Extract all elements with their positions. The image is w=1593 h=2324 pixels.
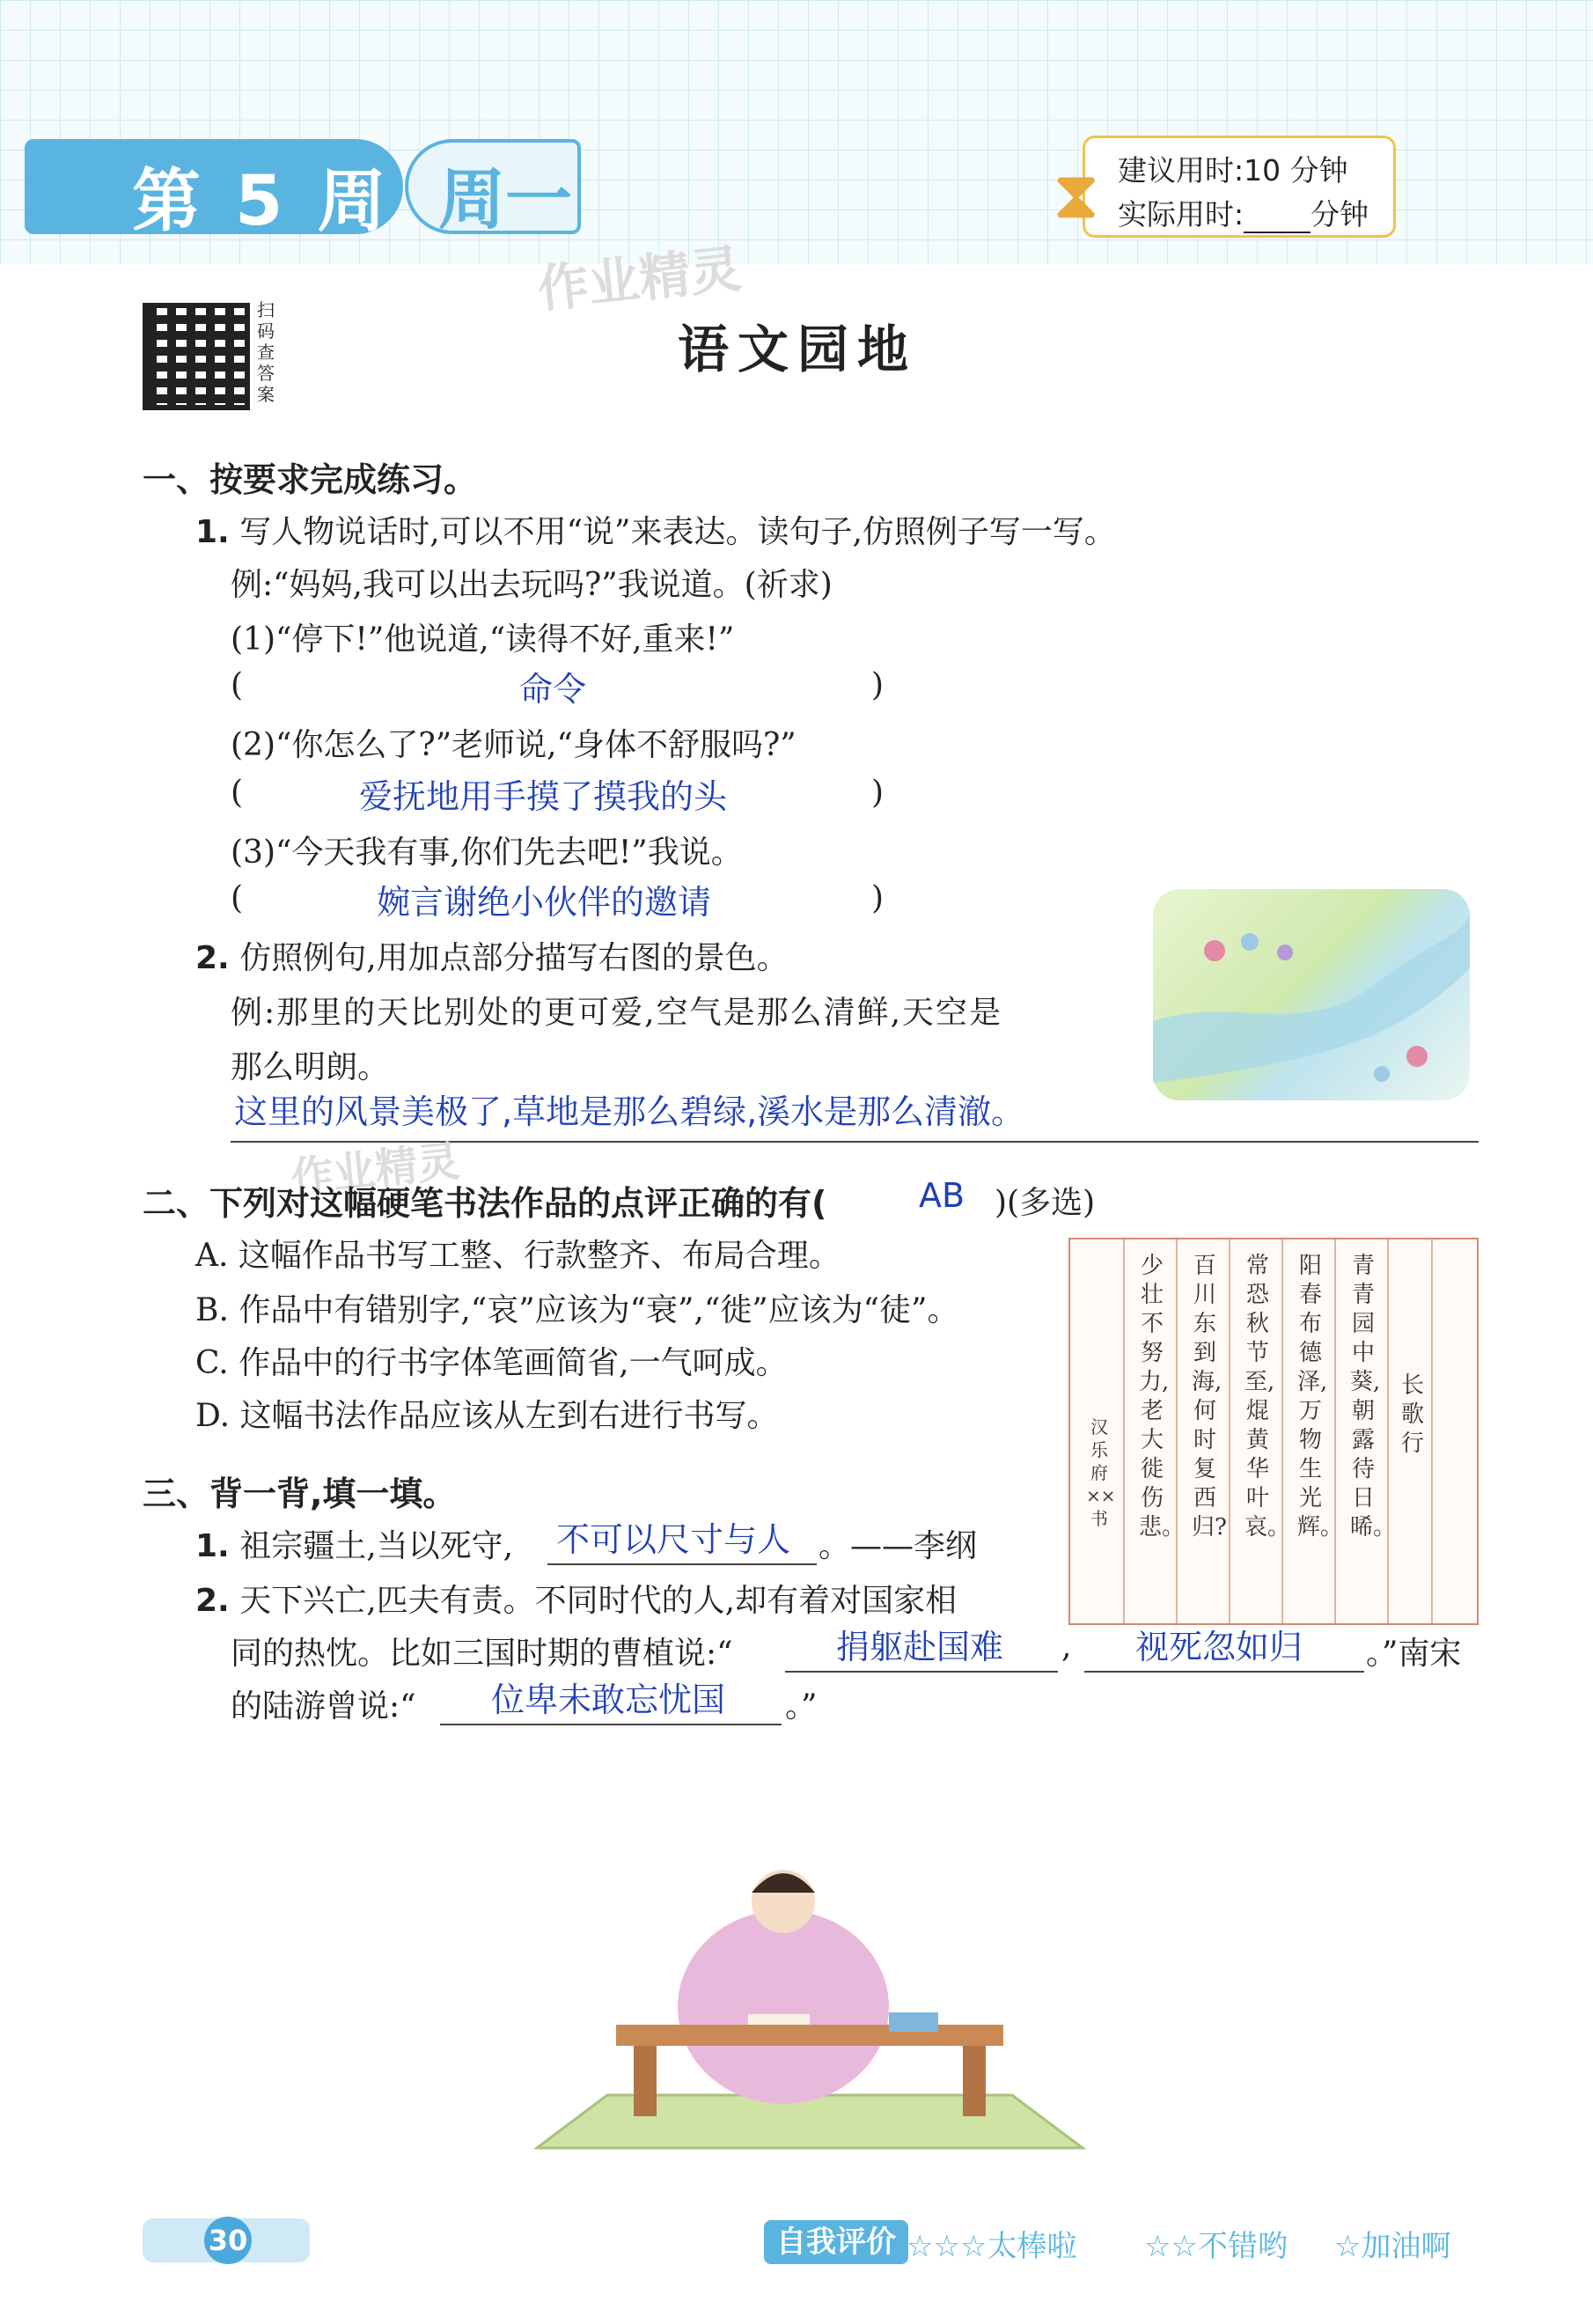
page-number: 30: [204, 2217, 252, 2264]
q1-item1: (1)“停下!”他说道,“读得不好,重来!”: [231, 621, 735, 658]
callig-column-2: 阳春布德泽,万物生光辉。: [1297, 1253, 1344, 1541]
q1-prompt-text: 写人物说话时,可以不用“说”来表达。读句子,仿照例子写一写。: [239, 514, 1116, 550]
actual-time: [1118, 192, 1369, 233]
q1-item2: (2)“你怎么了?”老师说,“身体不舒服吗?”: [231, 727, 796, 763]
callig-rule: [1229, 1239, 1230, 1623]
actual-time-unit: 分钟: [1310, 197, 1369, 232]
q1-num: 1.: [195, 514, 230, 550]
stream-illustration: [1153, 889, 1470, 1100]
s3-q2-answer3-line: [440, 1724, 782, 1725]
s3-q1-answer-line: [547, 1563, 817, 1565]
option-b: B. 作品中有错别字,“哀”应该为“衰”,“徙”应该为“徒”。: [195, 1292, 959, 1328]
callig-rule: [1431, 1239, 1433, 1623]
paren-open: (: [231, 880, 244, 916]
callig-rule: [1281, 1239, 1283, 1623]
eval-option-good[interactable]: ☆☆不错哟: [1144, 2229, 1288, 2264]
section2-heading-text: 二、下列对这幅硬笔书法作品的点评正确的有(: [143, 1184, 827, 1223]
watermark: 作业精灵: [534, 239, 745, 320]
q2-prompt: [195, 933, 789, 978]
s3-q2-line3-after: 。”: [785, 1688, 818, 1725]
callig-column-4: 百川东到海,何时复西归?: [1192, 1253, 1227, 1541]
option-a: A. 这幅作品书写工整、行款整齐、布局合理。: [195, 1238, 841, 1274]
q2-example-line2: 那么明朗。: [231, 1049, 390, 1085]
section2-heading-end: )(多选): [995, 1185, 1096, 1221]
section1-heading: 一、按要求完成练习。: [143, 460, 478, 499]
callig-rule: [1334, 1239, 1336, 1623]
section3-heading: 三、背一背,填一填。: [143, 1475, 457, 1513]
paren-open: (: [231, 775, 244, 811]
stream-drawing: [1153, 889, 1470, 1100]
q2-example-line1: 例:那里的天比别处的更可爱,空气是那么清鲜,天空是: [231, 995, 1003, 1031]
callig-rule: [1123, 1239, 1125, 1623]
scholar-drawing: [519, 1849, 1100, 2166]
s3-q1-num: 1.: [195, 1528, 230, 1564]
qr-label: 扫码查答案: [257, 299, 275, 405]
s3-q2-num: 2.: [195, 1583, 230, 1619]
q1-prompt: [195, 507, 1116, 552]
option-d: D. 这幅书法作品应该从左到右进行书写。: [195, 1398, 779, 1434]
calligraphy-artwork: [1068, 1238, 1479, 1625]
s3-q2-line1-text: 天下兴亡,匹夫有责。不同时代的人,却有着对国家相: [239, 1583, 958, 1619]
hourglass-icon: ⧗: [1053, 155, 1100, 233]
q2-num: 2.: [195, 940, 230, 976]
callig-rule: [1176, 1239, 1178, 1623]
s3-q1: [195, 1521, 513, 1566]
eval-option-keep-going[interactable]: ☆加油啊: [1334, 2229, 1451, 2264]
q1-answer1[interactable]: 命令: [519, 670, 587, 709]
s3-q1-after: 。——李纲: [819, 1528, 978, 1564]
scholar-illustration: [519, 1849, 1100, 2166]
paren-open: (: [231, 667, 244, 703]
s3-q2-answer2-line: [1084, 1671, 1364, 1673]
day-label: 周一: [438, 160, 572, 239]
s3-q2-answer3[interactable]: 位卑未敢忘忧国: [491, 1680, 726, 1719]
page-title: 语文园地: [678, 320, 918, 379]
paren-close: ): [871, 880, 885, 916]
watermark: 作业精灵: [289, 1136, 462, 1203]
s3-q2-line1: [195, 1576, 957, 1621]
s3-q1-answer[interactable]: 不可以尺寸与人: [556, 1520, 791, 1559]
suggested-time: 建议用时:10 分钟: [1118, 153, 1348, 188]
paren-close: ): [871, 775, 885, 811]
self-eval-label: 自我评价: [764, 2220, 908, 2264]
paren-close: ): [871, 667, 885, 703]
section2-answer[interactable]: AB: [919, 1176, 965, 1215]
s3-q2-line2-before: 同的热忱。比如三国时期的曹植说:“: [231, 1636, 733, 1672]
actual-time-label: 实际用时:: [1118, 197, 1244, 232]
s3-q2-answer1[interactable]: 捐躯赴国难: [836, 1628, 1004, 1666]
callig-signature: 汉乐府 ××书: [1086, 1416, 1116, 1529]
q2-answer[interactable]: 这里的风景美极了,草地是那么碧绿,溪水是那么清澈。: [234, 1092, 1025, 1131]
week-label: 第 5 周: [132, 162, 392, 241]
s3-q2-answer1-line: [785, 1671, 1058, 1673]
eval-option-great[interactable]: ☆☆☆太棒啦: [907, 2229, 1077, 2264]
q2-prompt-text: 仿照例句,用加点部分描写右图的景色。: [239, 940, 789, 976]
callig-column-1: 青青园中葵,朝露待日晞。: [1350, 1253, 1397, 1541]
section2-heading: [143, 1176, 826, 1225]
s3-q2-answer2[interactable]: 视死忽如归: [1135, 1628, 1303, 1666]
qr-code-icon[interactable]: [143, 303, 250, 410]
q1-example: 例:“妈妈,我可以出去玩吗?”我说道。(祈求): [231, 567, 833, 603]
s3-q1-before: 祖宗疆土,当以死守,: [239, 1528, 514, 1564]
callig-column-5: 少壮不努力,老大徙伤悲。: [1139, 1253, 1186, 1541]
callig-poem-title: 长歌行: [1400, 1372, 1424, 1457]
q1-answer2[interactable]: 爱抚地用手摸了摸我的头: [359, 777, 728, 816]
s3-q2-sep: ,: [1061, 1629, 1072, 1665]
q1-answer3[interactable]: 婉言谢绝小伙伴的邀请: [377, 883, 712, 922]
s3-q2-line3-before: 的陆游曾说:“: [231, 1688, 416, 1725]
callig-column-3: 常恐秋节至,焜黄华叶哀。: [1244, 1253, 1291, 1541]
callig-rule: [1387, 1239, 1389, 1623]
option-c: C. 作品中的行书字体笔画简省,一气呵成。: [195, 1345, 788, 1381]
q1-item3: (3)“今天我有事,你们先去吧!”我说。: [231, 835, 743, 871]
s3-q2-line2-after: 。”南宋: [1366, 1636, 1462, 1672]
actual-time-blank[interactable]: [1244, 205, 1310, 233]
